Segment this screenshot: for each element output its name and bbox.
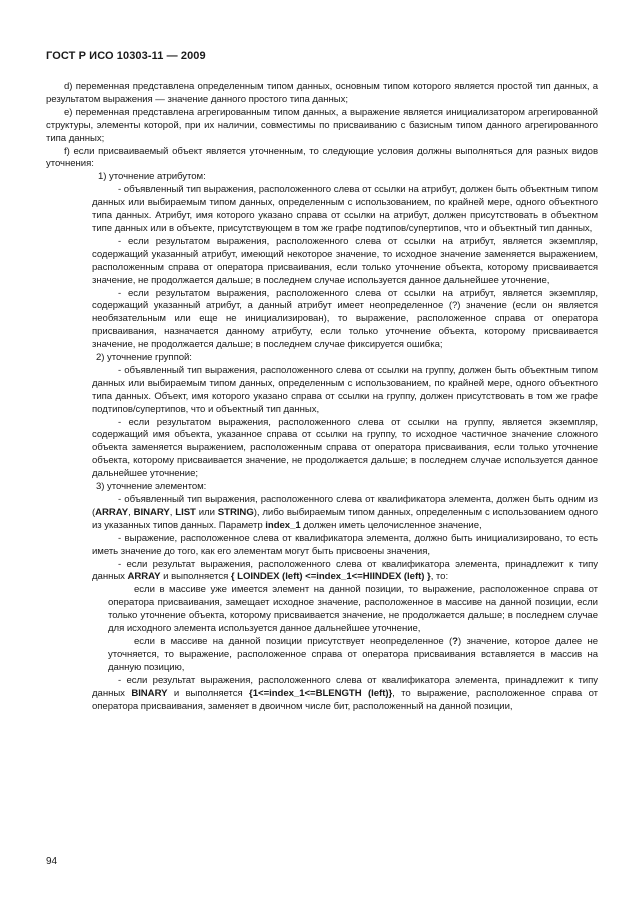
item-3-c: - если результат выражения, расположенного слева от квалификатора элемента, принадлежит к типу данных ARRAY и выполняется { LOINDEX (left) <=index_1<=HIINDEX (left) }, то: <box>92 558 598 583</box>
item-2-a: - объявленный тип выражения, расположенного слева от ссылки на группу, должен быть объектным типом данных или выбираемым типом данных, определенным с использованием, по крайней мере, одного объектного типа данных. Объект, имя которого указано справа от ссылки на группу, должен присутствовать в том же графе подтипов/супертипов, что и объектный тип данных, <box>92 364 598 415</box>
paragraph-f: f) если присваиваемый объект является уточненным, то следующие условия должны выполняться для разных видов уточнения: <box>46 145 598 170</box>
page-number: 94 <box>46 856 58 867</box>
paragraph-e: e) переменная представлена агрегированным типом данных, а выражение является инициализатором агрегированной структуры, элементы которой, при их наличии, совместимы по присваиванию с базисным типом данного агрегированного типа данных; <box>46 106 598 144</box>
item-3-d: - если результат выражения, расположенного слева от квалификатора элемента, принадлежит к типу данных BINARY и выполняется {1<=index_1<=BLENGTH (left)}, то выражение, расположенное справа от оператора присваивания, заменяет в двоичном числе бит, расположенный на данной позиции, <box>92 674 598 712</box>
item-1-a: - объявленный тип выражения, расположенного слева от ссылки на атрибут, должен быть объектным типом данных или выбираемым типом данных, определенным с использованием, по крайней мере, одного объектного типа данных. Атрибут, имя которого указано справа от ссылки на атрибут, должен присутствовать в объектном типе данных или в объекте, присутствующем в том же графе подтипов/супертипов, что и объектный тип данных, <box>92 184 598 234</box>
document-body <box>46 81 598 713</box>
item-3-b: - выражение, расположенное слева от квалификатора элемента, должно быть инициализировано, то есть иметь значение до того, как его элементам могут быть присвоены значения, <box>92 532 598 557</box>
item-1-b: - если результатом выражения, расположенного слева от ссылки на атрибут, является экземпляр, содержащий указанный атрибут, имеющий некоторое значение, то исходное значение заменяется выражением, расположенным справа от оператора присваивания, если только уточнение объекта, которому присваивается значение, не продолжается дальше; в последнем случае используется данное дальнейшее уточнение, <box>92 235 598 286</box>
document-header: ГОСТ Р ИСО 10303-11 — 2009 <box>46 50 206 62</box>
item-2-b: - если результатом выражения, расположенного слева от ссылки на группу, является экземпляр, содержащий имя объекта, указанное справа от ссылки на группу, то исходное частичное значение сложного объекта заменяется выражением, расположенным справа от оператора присваивания, если только уточнение объекта, которому присваивается значение, не продолжается дальше; в последнем случае используется данное дальнейшее уточнение; <box>92 416 598 480</box>
item-3-heading: 3) уточнение элементом: <box>96 481 207 493</box>
item-3-c-ii: если в массиве на данной позиции присутствует неопределенное (?) значение, которое далее не уточняется, то выражение, расположенное справа от оператора присваивания вставляется в массив на данную позицию, <box>108 635 599 673</box>
item-3-a: - объявленный тип выражения, расположенного слева от квалификатора элемента, должен быть одним из (ARRAY, BINARY, LIST или STRING), либо выбираемым типом данных, определенным с использованием одного из указанных типов данных. Параметр index_1 должен иметь целочисленное значение, <box>92 494 599 531</box>
item-1-c: - если результатом выражения, расположенного слева от ссылки на атрибут, является экземпляр, содержащий указанный атрибут, а данный атрибут имеет неопределенное (?) значение (если он является необязательным или еще не инициализирован), то выражение, расположенное справа от оператора присваивания, назначается данному атрибуту, если только уточнение объекта, которому присваивается значение, не продолжается дальше; в последнем случае фиксируется ошибка; <box>92 287 598 351</box>
item-2-heading: 2) уточнение группой: <box>96 352 192 364</box>
item-3-c-i: если в массиве уже имеется элемент на данной позиции, то выражение, расположенное справа от оператора присваивания, замещает исходное значение, расположенное в массиве на данной позиции, если только уточнение объекта, которому присваивается значение, не продолжается дальше; в последнем случае для исходного элемента используется данное дальнейшее уточнение, <box>108 584 598 635</box>
paragraph-d: d) переменная представлена определенным типом данных, основным типом которого является простой тип данных, а результатом выражения — значение данного простого типа данных; <box>46 81 598 105</box>
item-1-heading: 1) уточнение атрибутом: <box>98 171 206 183</box>
